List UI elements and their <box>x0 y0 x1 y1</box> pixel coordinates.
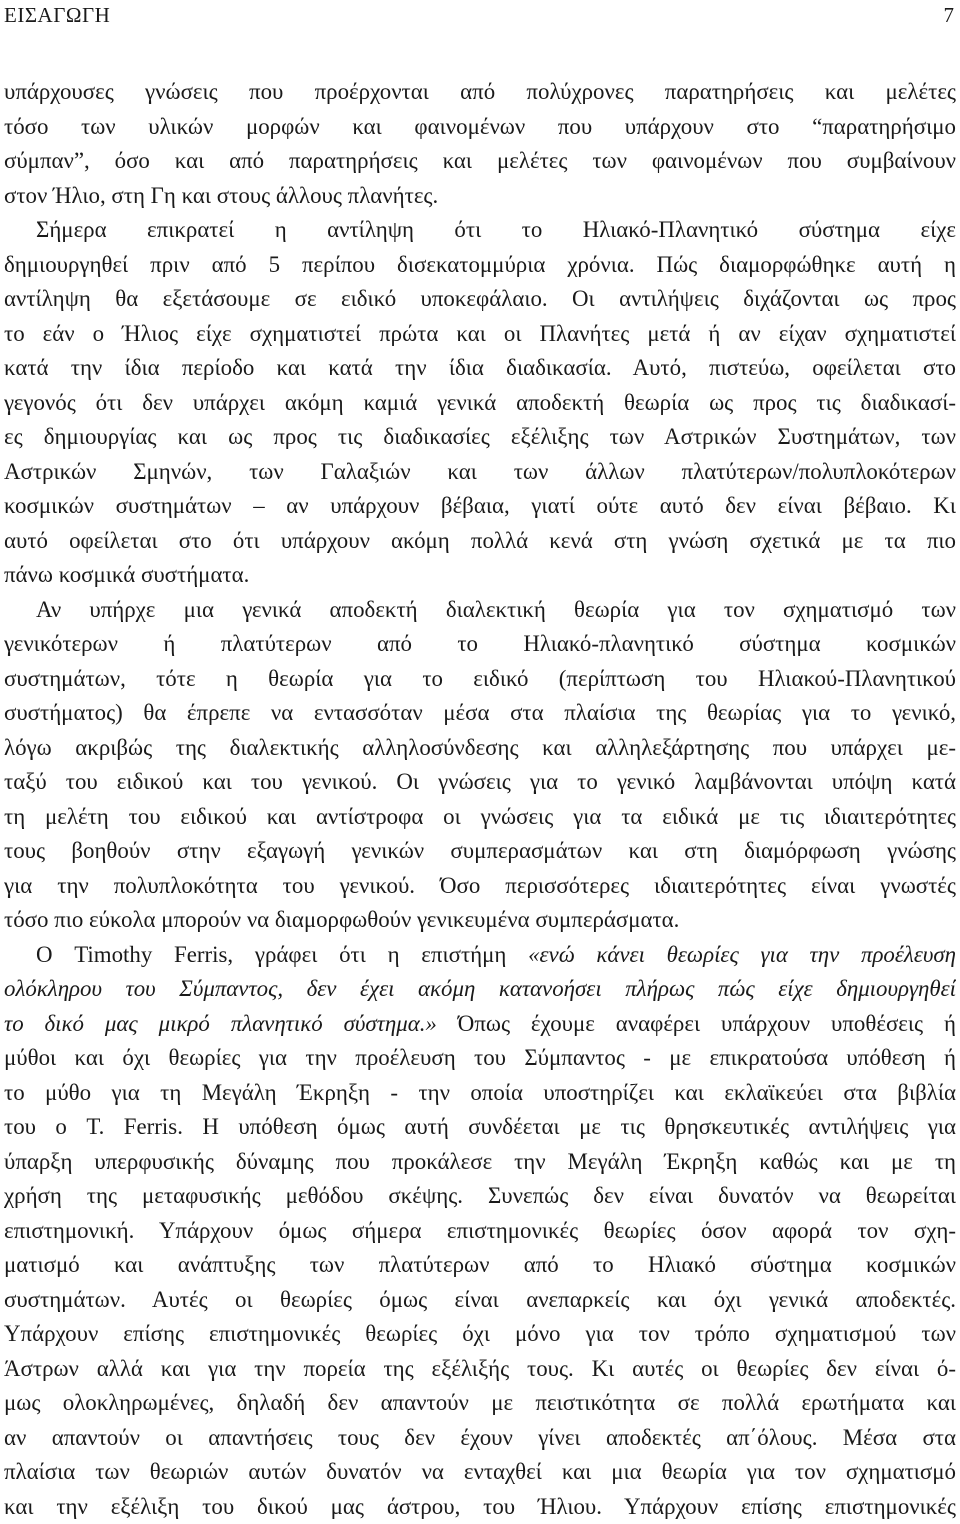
page-header <box>4 0 956 30</box>
text-line <box>4 1386 956 1421</box>
body-text: γενικότερων ή πλατύτερων από το Ηλιακό-πλανητικό σύστημα κοσμικών <box>4 631 956 656</box>
body-text: αντίληψη θα εξετάσουμε σε ειδικό υποκεφάλαιο. Οι αντιλήψεις διχάζονται ως προς <box>4 286 956 311</box>
text-line <box>4 75 956 110</box>
body-text: Αν υπήρχε μια γενικά αποδεκτή διαλεκτική θεωρία για τον σχηματισμό των <box>36 597 956 622</box>
body-text: υπάρχουσες γνώσεις που προέρχονται από πολύχρονες παρατηρήσεις και μελέτες <box>4 79 956 104</box>
text-line <box>4 765 956 800</box>
text-line <box>4 420 956 455</box>
body-text: ες δημιουργίας και ως προς τις διαδικασίες εξέλιξης των Αστρικών Συστημάτων, των <box>4 424 956 449</box>
body-text: τόσο των υλικών μορφών και φαινομένων που υπάρχουν στο “παρατηρήσιμο <box>4 114 956 139</box>
body-text: τους βοηθούν στην εξαγωγή γενικών συμπερασμάτων και στη διαμόρφωση γνώσης <box>4 838 956 863</box>
body-text: τη μελέτη του ειδικού και αντίστροφα οι γνώσεις για τα ειδικά με τις ιδιαιτερότητες <box>4 804 956 829</box>
body-text: κατά την ίδια περίοδο και κατά την ίδια διαδικασία. Αυτό, πιστεύω, οφείλεται στο <box>4 355 956 380</box>
text-line <box>4 1455 956 1490</box>
text-line <box>4 455 956 490</box>
body-text: μύθοι και όχι θεωρίες για την προέλευση του Σύμπαντος - με επικρατούσα υπόθεση ή <box>4 1045 956 1070</box>
text-line <box>4 524 956 559</box>
body-text: Σήμερα επικρατεί η αντίληψη ότι το Ηλιακό-Πλανητικό σύστημα είχε <box>36 217 956 242</box>
body-text: συστημάτων, τότε η θεωρία για το ειδικό (περίπτωση του Ηλιακού-Πλανητικού <box>4 666 956 691</box>
text-line <box>4 1076 956 1111</box>
body-text: πλαίσια των θεωριών αυτών δυνατόν να ενταχθεί και μια θεωρία για τον σχηματισμό <box>4 1459 956 1484</box>
text-line <box>4 144 956 179</box>
running-header-title: ΕΙΣΑΓΩΓΗ <box>4 0 110 30</box>
text-line <box>4 248 956 283</box>
body-text: επιστημονική. Υπάρχουν όμως σήμερα επιστημονικές θεωρίες όσον αφορά τον σχη- <box>4 1218 956 1243</box>
text-line <box>4 1421 956 1456</box>
text-line <box>4 869 956 904</box>
quote-text: «ενώ κάνει θεωρίες για την προέλευση <box>528 942 956 967</box>
text-line <box>4 1041 956 1076</box>
text-line <box>4 1145 956 1180</box>
text-line <box>4 593 956 628</box>
body-text: το μύθο για τη Μεγάλη Έκρηξη - την οποία υποστηρίζει και εκλαϊκεύει στα βιβλία <box>4 1080 956 1105</box>
body-text: για την πολυπλοκότητα του γενικού. Όσο περισσότερες ιδιαιτερότητες είναι γνωστές <box>4 873 956 898</box>
body-text: γεγονός ότι δεν υπάρχει ακόμη καμιά γενικά αποδεκτή θεωρία ως προς τις διαδικασί- <box>4 390 956 415</box>
text-line <box>4 1110 956 1145</box>
text-line <box>4 627 956 662</box>
body-text: ταξύ του ειδικού και του γενικού. Οι γνώσεις για το γενικό λαμβάνονται υπόψη κατά <box>4 769 956 794</box>
body-text: του ο T. Ferris. Η υπόθεση όμως αυτή συνδέεται με τις θρησκευτικές αντιλήψεις για <box>4 1114 956 1139</box>
body-text: Υπάρχουν επίσης επιστημονικές θεωρίες όχι μόνο για τον τρόπο σχηματισμού των <box>4 1321 956 1346</box>
text-line <box>4 938 956 973</box>
body-text: κοσμικών συστημάτων – αν υπάρχουν βέβαια, γιατί ούτε αυτό δεν είναι βέβαιο. Κι <box>4 493 956 518</box>
body-text: χρήση της μεταφυσικής μεθόδου σκέψης. Συνεπώς δεν είναι δυνατόν να θεωρείται <box>4 1183 956 1208</box>
page-number: 7 <box>944 0 955 30</box>
text-line <box>4 558 956 593</box>
quote-text: ολόκληρου του Σύμπαντος, δεν έχει ακόμη κατανοήσει πλήρως πώς είχε δημιουργηθεί <box>4 976 956 1001</box>
text-line <box>4 489 956 524</box>
text-line <box>4 1317 956 1352</box>
body-text: λόγω ακριβώς της διαλεκτικής αλληλοσύνδεσης και αλληλεξάρτησης που υπάρχει με- <box>4 735 956 760</box>
text-line <box>4 696 956 731</box>
body-text: Ο Timothy Ferris, γράφει ότι η επιστήμη <box>36 942 528 967</box>
body-text: ύπαρξη υπερφυσικής δύναμης που προκάλεσε την Μεγάλη Έκρηξη καθώς και με τη <box>4 1149 956 1174</box>
body-text: το εάν ο Ήλιος είχε σχηματιστεί πρώτα και οι Πλανήτες μετά ή αν είχαν σχηματιστεί <box>4 321 956 346</box>
body-text: και την εξέλιξη του δικού μας άστρου, του Ήλιου. Υπάρχουν επίσης επιστημονικές <box>4 1494 956 1519</box>
page-body-text <box>4 75 956 1524</box>
text-line <box>4 834 956 869</box>
text-line <box>4 1214 956 1249</box>
body-text: τόσο πιο εύκολα μπορούν να διαμορφωθούν γενικευμένα συμπεράσματα. <box>4 907 679 932</box>
text-line <box>4 662 956 697</box>
text-line <box>4 1007 956 1042</box>
text-line <box>4 731 956 766</box>
quote-text: το δικό μας μικρό πλανητικό σύστημα.» <box>4 1011 437 1036</box>
text-line <box>4 1179 956 1214</box>
text-line <box>4 800 956 835</box>
text-line <box>4 1490 956 1524</box>
text-line <box>4 213 956 248</box>
body-text: αν απαντούν οι απαντήσεις τους δεν έχουν γίνει αποδεκτές απ΄όλους. Μέσα στα <box>4 1425 956 1450</box>
text-line <box>4 179 956 214</box>
text-line <box>4 386 956 421</box>
text-line <box>4 903 956 938</box>
text-line <box>4 351 956 386</box>
body-text: Άστρων αλλά και για την πορεία της εξέλιξής τους. Κι αυτές οι θεωρίες δεν είναι ό- <box>4 1356 956 1381</box>
body-text: πάνω κοσμικά συστήματα. <box>4 562 249 587</box>
text-line <box>4 1352 956 1387</box>
text-line <box>4 282 956 317</box>
body-text: δημιουργηθεί πριν από 5 περίπου δισεκατομμύρια χρόνια. Πώς διαμορφώθηκε αυτή η <box>4 252 956 277</box>
body-text: συστήματος) θα έπρεπε να εντασσόταν μέσα στα πλαίσια της θεωρίας για το γενικό, <box>4 700 956 725</box>
body-text: συστημάτων. Αυτές οι θεωρίες όμως είναι ανεπαρκείς και όχι γενικά αποδεκτές. <box>4 1287 956 1312</box>
body-text: αυτό οφείλεται στο ότι υπάρχουν ακόμη πολλά κενά στη γνώση σχετικά με τα πιο <box>4 528 956 553</box>
body-text: σύμπαν”, όσο και από παρατηρήσεις και μελέτες των φαινομένων που συμβαίνουν <box>4 148 956 173</box>
text-line <box>4 1283 956 1318</box>
text-line <box>4 110 956 145</box>
body-text: Όπως έχουμε αναφέρει υπάρχουν υποθέσεις ή <box>437 1011 956 1036</box>
body-text: ματισμό και ανάπτυξης των πλατύτερων από το Ηλιακό σύστημα κοσμικών <box>4 1252 956 1277</box>
text-line <box>4 317 956 352</box>
body-text: Αστρικών Σμηνών, των Γαλαξιών και των άλλων πλατύτερων/πολυπλοκότερων <box>4 459 956 484</box>
text-line <box>4 1248 956 1283</box>
body-text: μως ολοκληρωμένες, δηλαδή δεν απαντούν με πειστικότητα σε πολλά ερωτήματα και <box>4 1390 956 1415</box>
body-text: στον Ήλιο, στη Γη και στους άλλους πλανήτες. <box>4 183 438 208</box>
text-line <box>4 972 956 1007</box>
